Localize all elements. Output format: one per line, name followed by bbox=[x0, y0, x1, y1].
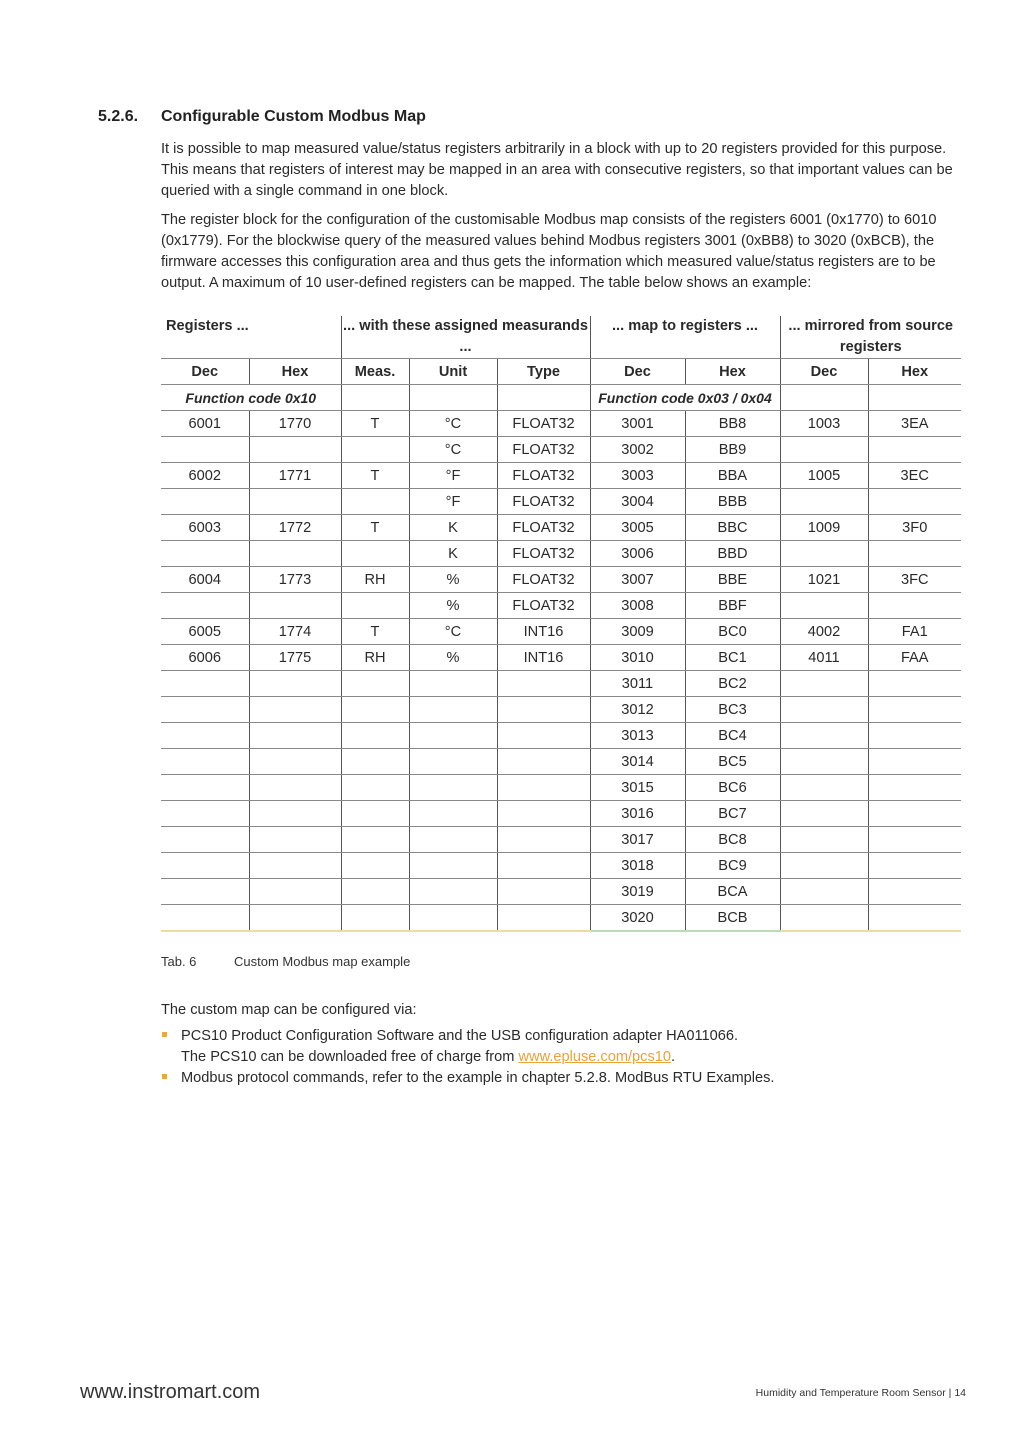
function-code-read: Function code 0x03 / 0x04 bbox=[590, 385, 780, 411]
table-cell: BBF bbox=[685, 593, 780, 619]
table-cell bbox=[249, 827, 341, 853]
table-cell bbox=[497, 827, 590, 853]
group-header-measurands: ... with these assigned measurands ... bbox=[341, 316, 590, 359]
table-cell bbox=[249, 723, 341, 749]
col-header-map-hex: Hex bbox=[685, 359, 780, 385]
table-row bbox=[161, 411, 961, 437]
col-header-map-dec: Dec bbox=[590, 359, 685, 385]
table-body bbox=[161, 411, 961, 932]
table-cell bbox=[161, 827, 249, 853]
table-cell: FLOAT32 bbox=[497, 463, 590, 489]
table-cell bbox=[249, 489, 341, 515]
table-cell: 3018 bbox=[590, 853, 685, 879]
table-cell: 3003 bbox=[590, 463, 685, 489]
col-header-unit: Unit bbox=[409, 359, 497, 385]
table-cell bbox=[780, 827, 868, 853]
function-code-row bbox=[161, 385, 961, 411]
table-cell bbox=[341, 853, 409, 879]
table-cell: 3014 bbox=[590, 749, 685, 775]
table-row bbox=[161, 879, 961, 905]
table-cell: 3004 bbox=[590, 489, 685, 515]
table-cell: BC2 bbox=[685, 671, 780, 697]
table-cell bbox=[780, 801, 868, 827]
table-row bbox=[161, 671, 961, 697]
table-cell bbox=[341, 593, 409, 619]
table-cell: 3EC bbox=[868, 463, 961, 489]
table-cell: 3012 bbox=[590, 697, 685, 723]
table-cell: BB9 bbox=[685, 437, 780, 463]
table-cell bbox=[868, 723, 961, 749]
table-cell: 1771 bbox=[249, 463, 341, 489]
footer-separator: | bbox=[948, 1387, 952, 1399]
table-cell: FLOAT32 bbox=[497, 411, 590, 437]
table-cell bbox=[161, 697, 249, 723]
table-cell bbox=[497, 801, 590, 827]
table-cell bbox=[409, 749, 497, 775]
table-row bbox=[161, 541, 961, 567]
table-cell bbox=[780, 437, 868, 463]
table-cell: 3011 bbox=[590, 671, 685, 697]
table-row bbox=[161, 619, 961, 645]
table-cell: RH bbox=[341, 645, 409, 671]
table-cell: 4002 bbox=[780, 619, 868, 645]
register-block-paragraph: The register block for the configuration of the customisable Modbus map consists of the registers 6001 (0x1770) to 6010 (0x1779). For the blockwise query of the measured values behind Modbus registers 3001 (0xBB8) to 3020 (0xBCB), the firmware accesses this configuration area and thus gets the information which measured value/status registers are to be output. A maximum of 10 user-defined registers can be mapped. The table below shows an example: bbox=[161, 212, 937, 291]
table-cell bbox=[249, 775, 341, 801]
table-cell: T bbox=[341, 411, 409, 437]
table-cell bbox=[161, 593, 249, 619]
table-cell: BBD bbox=[685, 541, 780, 567]
table-row bbox=[161, 515, 961, 541]
table-cell bbox=[409, 801, 497, 827]
table-row bbox=[161, 775, 961, 801]
footer-doc-title: Humidity and Temperature Room Sensor bbox=[755, 1387, 946, 1399]
table-cell: 3FC bbox=[868, 567, 961, 593]
table-cell bbox=[868, 437, 961, 463]
table-cell: BC4 bbox=[685, 723, 780, 749]
table-cell bbox=[497, 905, 590, 932]
table-cell bbox=[868, 749, 961, 775]
intro-paragraph: It is possible to map measured value/status registers arbitrarily in a block with up to 20 registers provided for this purpose. This means that registers of interest may be mapped in an area with consecutive registers, so that important values can be queried with a single command in one block. bbox=[161, 141, 953, 199]
table-row bbox=[161, 905, 961, 932]
config-options-list bbox=[161, 1026, 961, 1089]
table-cell bbox=[249, 671, 341, 697]
table-cell: FAA bbox=[868, 645, 961, 671]
table-cell: FA1 bbox=[868, 619, 961, 645]
table-cell bbox=[868, 671, 961, 697]
table-row bbox=[161, 749, 961, 775]
table-cell: INT16 bbox=[497, 619, 590, 645]
table-row bbox=[161, 567, 961, 593]
table-cell bbox=[161, 723, 249, 749]
col-header-meas: Meas. bbox=[341, 359, 409, 385]
table-cell: BC6 bbox=[685, 775, 780, 801]
table-cell bbox=[497, 879, 590, 905]
table-cell: BCB bbox=[685, 905, 780, 932]
table-cell: FLOAT32 bbox=[497, 541, 590, 567]
table-cell bbox=[249, 697, 341, 723]
table-cell: 6002 bbox=[161, 463, 249, 489]
table-cell: % bbox=[409, 567, 497, 593]
table-cell bbox=[341, 905, 409, 932]
table-cell bbox=[341, 541, 409, 567]
table-cell bbox=[161, 489, 249, 515]
col-header-dec: Dec bbox=[161, 359, 249, 385]
table-cell bbox=[249, 801, 341, 827]
table-cell bbox=[780, 541, 868, 567]
bullet-icon bbox=[162, 1074, 167, 1079]
table-cell bbox=[780, 489, 868, 515]
table-cell bbox=[409, 879, 497, 905]
table-cell bbox=[409, 853, 497, 879]
group-header-map-to: ... map to registers ... bbox=[590, 316, 780, 359]
table-cell: °C bbox=[409, 437, 497, 463]
table-cell: BC0 bbox=[685, 619, 780, 645]
table-cell bbox=[161, 879, 249, 905]
table-cell: 3F0 bbox=[868, 515, 961, 541]
list-item-pcs10: PCS10 Product Configuration Software and the USB configuration adapter HA011066. The PCS10 can be downloaded free of charge from www.epluse.com/pcs10. bbox=[161, 1026, 961, 1068]
section-number: 5.2.6. bbox=[98, 108, 139, 125]
table-cell bbox=[868, 879, 961, 905]
table-cell: BB8 bbox=[685, 411, 780, 437]
table-cell: 1003 bbox=[780, 411, 868, 437]
table-cell: BC8 bbox=[685, 827, 780, 853]
table-cell bbox=[868, 775, 961, 801]
table-cell bbox=[409, 827, 497, 853]
table-cell bbox=[249, 749, 341, 775]
table-cell bbox=[780, 749, 868, 775]
table-cell bbox=[497, 749, 590, 775]
table-cell bbox=[868, 541, 961, 567]
bullet-icon bbox=[162, 1032, 167, 1037]
table-cell bbox=[341, 489, 409, 515]
table-cell bbox=[161, 671, 249, 697]
table-cell bbox=[868, 905, 961, 932]
table-cell: 3001 bbox=[590, 411, 685, 437]
table-cell: FLOAT32 bbox=[497, 489, 590, 515]
table-cell: K bbox=[409, 541, 497, 567]
table-cell: 1005 bbox=[780, 463, 868, 489]
table-row bbox=[161, 593, 961, 619]
table-cell: 1774 bbox=[249, 619, 341, 645]
group-header-registers: Registers ... bbox=[161, 316, 341, 359]
bullet-text: PCS10 Product Configuration Software and the USB configuration adapter HA011066. bbox=[181, 1028, 739, 1044]
table-cell bbox=[249, 437, 341, 463]
table-cell bbox=[249, 879, 341, 905]
table-cell: 3006 bbox=[590, 541, 685, 567]
table-cell bbox=[780, 723, 868, 749]
column-header-row bbox=[161, 359, 961, 385]
table-cell: 1009 bbox=[780, 515, 868, 541]
table-cell: 3EA bbox=[868, 411, 961, 437]
table-cell bbox=[868, 697, 961, 723]
table-cell: BBC bbox=[685, 515, 780, 541]
table-cell: FLOAT32 bbox=[497, 515, 590, 541]
table-cell bbox=[161, 775, 249, 801]
table-cell bbox=[341, 749, 409, 775]
table-cell: 1773 bbox=[249, 567, 341, 593]
bullet-text-download: The PCS10 can be downloaded free of charge from bbox=[181, 1049, 519, 1065]
table-cell: 6006 bbox=[161, 645, 249, 671]
table-cell bbox=[341, 879, 409, 905]
table-cell bbox=[341, 827, 409, 853]
table-cell: FLOAT32 bbox=[497, 593, 590, 619]
caption-number: Tab. 6 bbox=[161, 954, 197, 969]
table-cell: 3019 bbox=[590, 879, 685, 905]
table-cell bbox=[780, 853, 868, 879]
table-row bbox=[161, 723, 961, 749]
table-cell: RH bbox=[341, 567, 409, 593]
table-cell: INT16 bbox=[497, 645, 590, 671]
table-cell bbox=[497, 723, 590, 749]
table-cell bbox=[161, 541, 249, 567]
table-cell: °C bbox=[409, 619, 497, 645]
table-cell: °F bbox=[409, 463, 497, 489]
table-cell bbox=[341, 775, 409, 801]
table-cell bbox=[161, 905, 249, 932]
table-cell bbox=[780, 671, 868, 697]
footer-website: www.instromart.com bbox=[80, 1381, 261, 1403]
bullet-text: Modbus protocol commands, refer to the example in chapter 5.2.8. ModBus RTU Examples. bbox=[181, 1070, 775, 1086]
table-cell bbox=[780, 697, 868, 723]
table-row bbox=[161, 437, 961, 463]
table-cell bbox=[249, 541, 341, 567]
table-cell bbox=[409, 671, 497, 697]
table-cell bbox=[780, 905, 868, 932]
table-cell: 6004 bbox=[161, 567, 249, 593]
table-cell bbox=[161, 749, 249, 775]
table-cell: 3002 bbox=[590, 437, 685, 463]
table-cell bbox=[341, 801, 409, 827]
table-row bbox=[161, 853, 961, 879]
group-header-row bbox=[161, 316, 961, 359]
table-cell bbox=[249, 593, 341, 619]
col-header-src-dec: Dec bbox=[780, 359, 868, 385]
table-cell: BCA bbox=[685, 879, 780, 905]
group-header-mirrored: ... mirrored from source registers bbox=[780, 316, 961, 359]
function-code-write: Function code 0x10 bbox=[161, 385, 341, 411]
table-cell: BBB bbox=[685, 489, 780, 515]
table-cell bbox=[868, 801, 961, 827]
table-cell: FLOAT32 bbox=[497, 567, 590, 593]
caption-text: Custom Modbus map example bbox=[234, 954, 411, 969]
table-cell: FLOAT32 bbox=[497, 437, 590, 463]
page-number: 14 bbox=[954, 1387, 966, 1399]
footer-page-info bbox=[756, 1387, 966, 1399]
table-cell: BC7 bbox=[685, 801, 780, 827]
table-cell bbox=[409, 905, 497, 932]
table-cell: BBA bbox=[685, 463, 780, 489]
table-cell: 1775 bbox=[249, 645, 341, 671]
table-cell bbox=[780, 593, 868, 619]
table-cell: 3013 bbox=[590, 723, 685, 749]
table-cell bbox=[409, 697, 497, 723]
table-cell: BC1 bbox=[685, 645, 780, 671]
table-row bbox=[161, 645, 961, 671]
table-cell: K bbox=[409, 515, 497, 541]
table-cell: % bbox=[409, 593, 497, 619]
table-cell bbox=[161, 853, 249, 879]
table-cell: 1770 bbox=[249, 411, 341, 437]
col-header-src-hex: Hex bbox=[868, 359, 961, 385]
table-cell: 3009 bbox=[590, 619, 685, 645]
table-cell bbox=[409, 723, 497, 749]
col-header-hex: Hex bbox=[249, 359, 341, 385]
table-cell: 3017 bbox=[590, 827, 685, 853]
section-title: Configurable Custom Modbus Map bbox=[161, 108, 426, 125]
table-cell bbox=[161, 801, 249, 827]
table-row bbox=[161, 697, 961, 723]
table-cell: °F bbox=[409, 489, 497, 515]
pcs10-download-link[interactable]: www.epluse.com/pcs10 bbox=[518, 1049, 671, 1065]
table-cell: 3008 bbox=[590, 593, 685, 619]
table-cell: 3020 bbox=[590, 905, 685, 932]
list-item-modbus-commands bbox=[161, 1068, 961, 1089]
table-cell bbox=[497, 853, 590, 879]
table-row bbox=[161, 827, 961, 853]
table-cell: 3005 bbox=[590, 515, 685, 541]
table-cell: % bbox=[409, 645, 497, 671]
config-intro: The custom map can be configured via: bbox=[161, 1002, 417, 1018]
table-cell bbox=[249, 853, 341, 879]
table-cell: 6003 bbox=[161, 515, 249, 541]
table-cell: BC9 bbox=[685, 853, 780, 879]
table-caption bbox=[161, 954, 410, 969]
table-cell: 6005 bbox=[161, 619, 249, 645]
table-cell bbox=[341, 697, 409, 723]
table-cell: 1772 bbox=[249, 515, 341, 541]
table-cell bbox=[780, 775, 868, 801]
custom-modbus-map-table bbox=[161, 316, 961, 932]
table-row bbox=[161, 801, 961, 827]
table-cell bbox=[868, 593, 961, 619]
table-row bbox=[161, 463, 961, 489]
table-cell: 4011 bbox=[780, 645, 868, 671]
table-cell bbox=[868, 827, 961, 853]
table-row bbox=[161, 489, 961, 515]
table-cell bbox=[868, 489, 961, 515]
table-cell: 3016 bbox=[590, 801, 685, 827]
section-heading bbox=[98, 108, 426, 126]
table-cell bbox=[341, 671, 409, 697]
table-cell bbox=[497, 775, 590, 801]
table-cell: 3015 bbox=[590, 775, 685, 801]
table-cell: T bbox=[341, 463, 409, 489]
table-cell bbox=[497, 697, 590, 723]
table-cell bbox=[780, 879, 868, 905]
table-cell: 3007 bbox=[590, 567, 685, 593]
table-cell: 3010 bbox=[590, 645, 685, 671]
table-cell bbox=[497, 671, 590, 697]
table-cell bbox=[341, 437, 409, 463]
table-cell: BBE bbox=[685, 567, 780, 593]
table-cell: T bbox=[341, 515, 409, 541]
table-cell: BC5 bbox=[685, 749, 780, 775]
table-cell: BC3 bbox=[685, 697, 780, 723]
table-cell bbox=[161, 437, 249, 463]
table-cell: T bbox=[341, 619, 409, 645]
table-cell bbox=[341, 723, 409, 749]
table-cell: 1021 bbox=[780, 567, 868, 593]
col-header-type: Type bbox=[497, 359, 590, 385]
table-cell bbox=[249, 905, 341, 932]
table-cell bbox=[409, 775, 497, 801]
table-cell: °C bbox=[409, 411, 497, 437]
table-cell bbox=[868, 853, 961, 879]
table-cell: 6001 bbox=[161, 411, 249, 437]
